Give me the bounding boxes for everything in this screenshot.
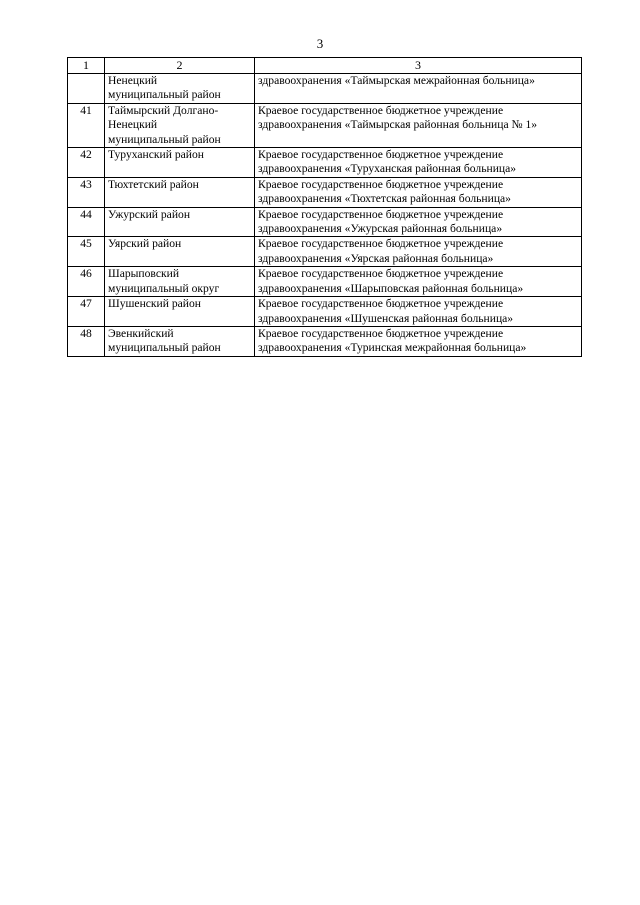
table-header-row xyxy=(68,58,582,74)
district-name-line: муниципальный район xyxy=(108,88,221,102)
institution-name-line: здравоохранения «Шарыповская районная больница» xyxy=(258,281,524,295)
row-number: 46 xyxy=(68,267,105,297)
district-name-line: Туруханский район xyxy=(108,148,204,162)
institution-name xyxy=(255,177,582,207)
district-name xyxy=(105,297,255,327)
row-number: 45 xyxy=(68,237,105,267)
institution-name xyxy=(255,103,582,147)
institutions-table xyxy=(67,57,582,357)
row-number: 42 xyxy=(68,148,105,178)
institution-name-line: здравоохранения «Уярская районная больница» xyxy=(258,251,494,265)
institution-name xyxy=(255,297,582,327)
district-name-line: Ужурский район xyxy=(108,207,191,221)
district-name xyxy=(105,177,255,207)
institution-name-line: Краевое государственное бюджетное учреждение xyxy=(258,297,504,311)
institution-name-line: Краевое государственное бюджетное учреждение xyxy=(258,177,504,191)
district-name-line: Тюхтетский район xyxy=(108,177,199,191)
district-name xyxy=(105,103,255,147)
district-name-line: Уярский район xyxy=(108,237,182,251)
institution-name-line: здравоохранения «Таймырская районная больница № 1» xyxy=(258,118,538,132)
institution-name-line: здравоохранения «Туруханская районная больница» xyxy=(258,162,517,176)
institution-name-line: Краевое государственное бюджетное учреждение xyxy=(258,326,504,340)
institution-name-line: Краевое государственное бюджетное учреждение xyxy=(258,148,504,162)
header-col-2: 2 xyxy=(105,58,255,74)
row-number: 48 xyxy=(68,326,105,356)
district-name-line: муниципальный район xyxy=(108,341,221,355)
row-number: 44 xyxy=(68,207,105,237)
institution-name-line: здравоохранения «Шушенская районная больница» xyxy=(258,311,514,325)
table-row xyxy=(68,74,582,104)
institution-name xyxy=(255,326,582,356)
row-number: 47 xyxy=(68,297,105,327)
district-name xyxy=(105,326,255,356)
row-number: 43 xyxy=(68,177,105,207)
table-row xyxy=(68,207,582,237)
institution-name-line: Краевое государственное бюджетное учреждение xyxy=(258,207,504,221)
institution-name-line: здравоохранения «Ужурская районная больница» xyxy=(258,222,503,236)
header-col-3: 3 xyxy=(255,58,582,74)
district-name-line: Ненецкий xyxy=(108,118,158,132)
table-body xyxy=(68,74,582,357)
table-row xyxy=(68,237,582,267)
district-name xyxy=(105,207,255,237)
institution-name xyxy=(255,207,582,237)
district-name xyxy=(105,237,255,267)
institution-name-line: Краевое государственное бюджетное учреждение xyxy=(258,267,504,281)
row-number: 41 xyxy=(68,103,105,147)
district-name-line: Таймырский Долгано- xyxy=(108,103,219,117)
table-row xyxy=(68,297,582,327)
row-number xyxy=(68,74,105,104)
district-name-line: Шушенский район xyxy=(108,297,202,311)
institution-name-line: здравоохранения «Туринская межрайонная больница» xyxy=(258,341,527,355)
institution-name xyxy=(255,148,582,178)
institution-name-line: здравоохранения «Таймырская межрайонная больница» xyxy=(258,74,535,87)
table-row xyxy=(68,177,582,207)
district-name-line: муниципальный район xyxy=(108,132,221,146)
district-name-line: Ненецкий xyxy=(108,74,158,87)
table-row xyxy=(68,148,582,178)
header-col-1: 1 xyxy=(68,58,105,74)
institution-name xyxy=(255,267,582,297)
table-row xyxy=(68,103,582,147)
institution-name xyxy=(255,237,582,267)
district-name xyxy=(105,148,255,178)
district-name-line: Шарыповский xyxy=(108,267,180,281)
page-number: 3 xyxy=(316,36,324,51)
institution-name-line: Краевое государственное бюджетное учреждение xyxy=(258,103,504,117)
district-name xyxy=(105,74,255,104)
district-name-line: Эвенкийский xyxy=(108,326,174,340)
institution-name-line: Краевое государственное бюджетное учреждение xyxy=(258,237,504,251)
table-row xyxy=(68,267,582,297)
district-name xyxy=(105,267,255,297)
district-name-line: муниципальный округ xyxy=(108,281,220,295)
table-row xyxy=(68,326,582,356)
institution-name xyxy=(255,74,582,104)
institution-name-line: здравоохранения «Тюхтетская районная больница» xyxy=(258,192,511,206)
